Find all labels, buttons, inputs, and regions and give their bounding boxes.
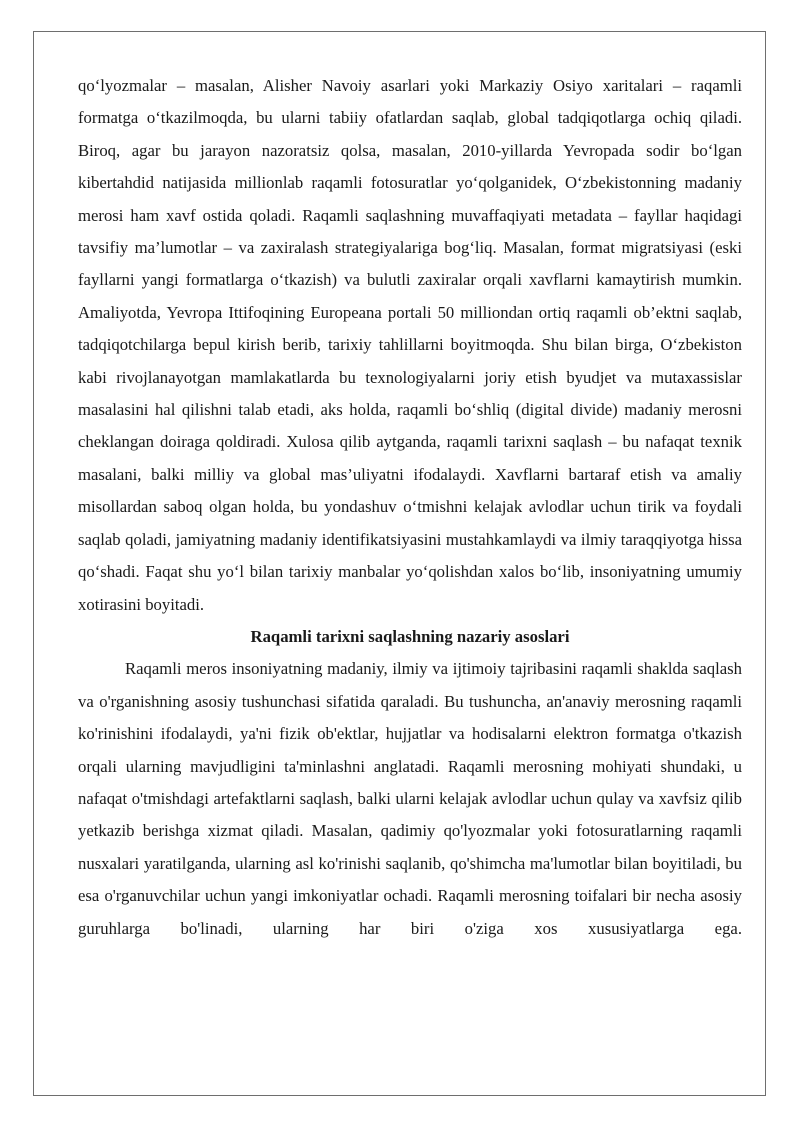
section-heading: Raqamli tarixni saqlashning nazariy asoslari (250, 626, 570, 646)
body-paragraph: qo‘lyozmalar – masalan, Alisher Navoiy asarlari yoki Markaziy Osiyo xaritalari – raqamli formatga o‘tkazilmoqda, bu ularni tabiiy ofatlardan saqlab, global tadqiqotlarga ochiq qiladi. Biroq, agar bu jarayon nazoratsiz qolsa, masalan, 2010-yillarda Yevropada sodir bo‘lgan kibertahdid natijasida millionlab raqamli fotosuratlar yo‘qolganidek, O‘zbekistonning madaniy merosi ham xavf ostida qoladi. Raqamli saqlashning muvaffaqiyati metadata – fayllar haqidagi tavsifiy ma’lumotlar – va zaxiralash strategiyalariga bog‘liq. Masalan, format migratsiyasi (eski fayllarni yangi formatlarga o‘tkazish) va bulutli zaxiralar orqali xavflarni kamaytirish mumkin. Amaliyotda, Yevropa Ittifoqining Europeana portali 50 milliondan ortiq raqamli ob’ektni saqlab, tadqiqotchilarga bepul kirish berib, tarixiy tahlillarni boyitmoqda. Shu bilan birga, O‘zbekiston kabi rivojlanayotgan mamlakatlarda bu texnologiyalarni joriy etish byudjet va mutaxassislar masalasini hal qilishni talab etadi, aks holda, raqamli bo‘shliq (digital divide) madaniy merosni cheklangan doiraga qoldiradi. Xulosa qilib aytganda, raqamli tarixni saqlash – bu nafaqat texnik masalani, balki milliy va global mas’uliyatni ifodalaydi. Xavflarni bartaraf etish va amaliy misollardan saboq olgan holda, bu yondashuv o‘tmishni kelajak avlodlar uchun tirik va foydali saqlab qoladi, jamiyatning madaniy identifikatsiyasini mustahkamlaydi va ilmiy taraqqiyotga hissa qo‘shadi. Faqat shu yo‘l bilan tarixiy manbalar yo‘qolishdan xalos bo‘lib, insoniyatning umumiy xotirasini boyitadi. (78, 76, 742, 614)
document-body (78, 70, 742, 945)
body-paragraph: Raqamli meros insoniyatning madaniy, ilmiy va ijtimoiy tajribasini raqamli shaklda saqlash va o'rganishning asosiy tushunchasi sifatida qaraladi. Bu tushuncha, an'anaviy merosning raqamli ko'rinishini ifodalaydi, ya'ni fizik ob'ektlar, hujjatlar va hodisalarni elektron formatga o'tkazish orqali ularning mavjudligini ta'minlashni anglatadi. Raqamli merosning mohiyati shundaki, u nafaqat o'tmishdagi artefaktlarni saqlash, balki ularni kelajak avlodlar uchun qulay va xavfsiz qilib yetkazib berishga xizmat qiladi. Masalan, qadimiy qo'lyozmalar yoki fotosuratlarning raqamli nusxalari yaratilganda, ularning asl ko'rinishi saqlanib, qo'shimcha ma'lumotlar bilan boyitiladi, bu esa o'rganuvchilar uchun yangi imkoniyatlar ochadi. Raqamli merosning toifalari bir necha asosiy guruhlarga bo'linadi, ularning har biri o'ziga xos xususiyatlarga ega. (78, 659, 742, 938)
